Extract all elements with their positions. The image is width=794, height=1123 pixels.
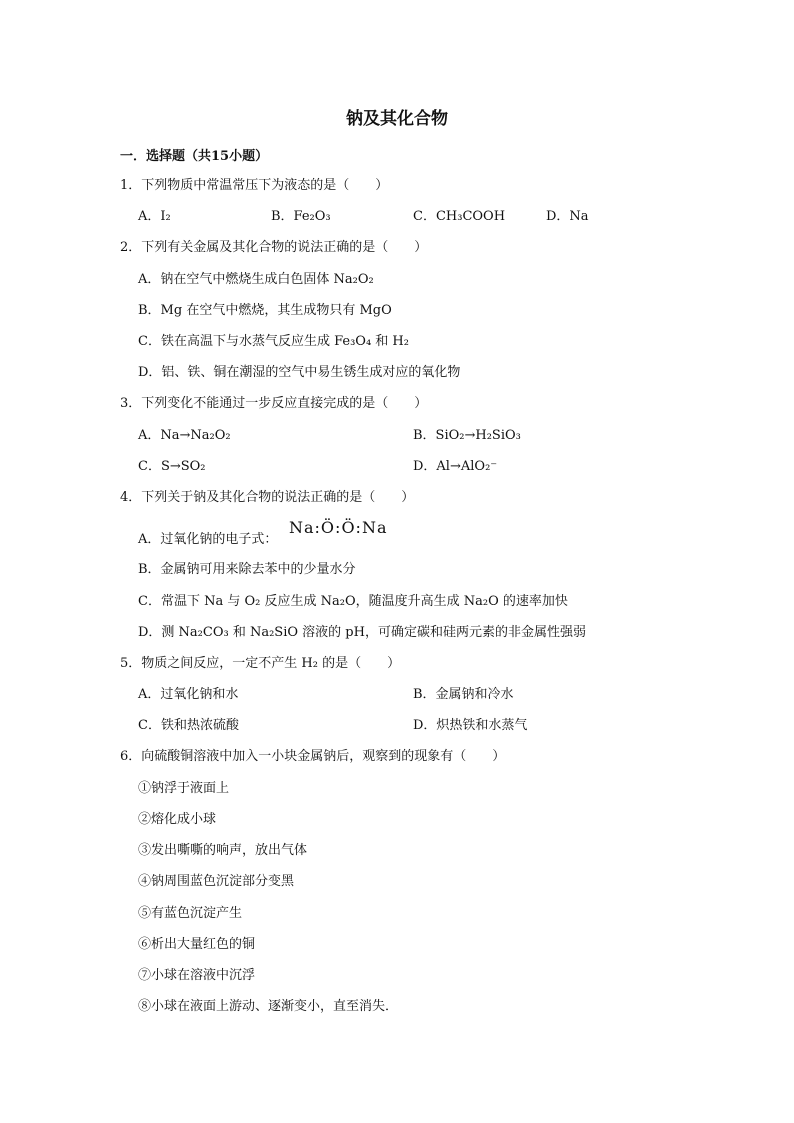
q4-option-b: B．金属钠可用来除去苯中的少量水分 xyxy=(138,562,356,577)
q1-option-d: D．Na xyxy=(546,209,589,224)
q3-option-c: C．S→SO₂ xyxy=(138,459,206,474)
q6-item: ④钠周围蓝色沉淀部分变黑 xyxy=(138,874,295,889)
q6-item: ⑥析出大量红色的铜 xyxy=(138,937,256,952)
q2-option-b: B．Mg 在空气中燃烧，其生成物只有 MgO xyxy=(138,303,392,318)
q2-option-a: A．钠在空气中燃烧生成白色固体 Na₂O₂ xyxy=(138,272,374,287)
q6-item: ⑧小球在液面上游动、逐渐变小，直至消失． xyxy=(138,999,399,1014)
page-title: 钠及其化合物 xyxy=(346,109,448,129)
question-5-stem: 5．物质之间反应，一定不产生 H₂ 的是（ ） xyxy=(120,656,401,671)
q5-option-c: C．铁和热浓硫酸 xyxy=(138,718,239,733)
q1-option-b: B．Fe₂O₃ xyxy=(271,209,331,224)
q2-option-d: D．铝、铁、铜在潮湿的空气中易生锈生成对应的氧化物 xyxy=(138,365,461,380)
q3-option-a: A．Na→Na₂O₂ xyxy=(138,428,231,443)
q4-option-d: D．测 Na₂CO₃ 和 Na₂SiO 溶液的 pH，可确定碳和硅两元素的非金属性强弱 xyxy=(138,625,586,640)
sodium-peroxide-electron-formula: Na:Ö:Ö:Na xyxy=(289,518,388,537)
q6-item: ①钠浮于液面上 xyxy=(138,781,230,796)
q1-option-a: A．I₂ xyxy=(138,209,171,224)
question-4-stem: 4．下列关于钠及其化合物的说法正确的是（ ） xyxy=(120,490,415,505)
q5-option-b: B．金属钠和冷水 xyxy=(413,687,514,702)
question-3-stem: 3．下列变化不能通过一步反应直接完成的是（ ） xyxy=(120,396,428,411)
q6-item: ⑦小球在溶液中沉浮 xyxy=(138,968,256,983)
q3-option-b: B．SiO₂→H₂SiO₃ xyxy=(413,428,521,443)
question-1-stem: 1．下列物质中常温常压下为液态的是（ ） xyxy=(120,178,389,193)
q2-option-c: C．铁在高温下与水蒸气反应生成 Fe₃O₄ 和 H₂ xyxy=(138,334,409,349)
question-2-stem: 2．下列有关金属及其化合物的说法正确的是（ ） xyxy=(120,240,428,255)
q3-option-d: D．Al→AlO₂⁻ xyxy=(413,459,498,474)
q5-option-a: A．过氧化钠和水 xyxy=(138,687,239,702)
question-6-stem: 6．向硫酸铜溶液中加入一小块金属钠后，观察到的现象有（ ） xyxy=(120,749,506,764)
q6-item: ②熔化成小球 xyxy=(138,812,217,827)
q6-item: ⑤有蓝色沉淀产生 xyxy=(138,906,243,921)
q4-option-c: C．常温下 Na 与 O₂ 反应生成 Na₂O，随温度升高生成 Na₂O 的速率加快 xyxy=(138,594,568,609)
q1-option-c: C．CH₃COOH xyxy=(413,209,506,224)
q4-option-a xyxy=(138,531,277,549)
q5-option-d: D．炽热铁和水蒸气 xyxy=(413,718,528,733)
q4-option-a-text: A．过氧化钠的电子式： xyxy=(138,532,278,547)
q6-item: ③发出嘶嘶的响声，放出气体 xyxy=(138,843,308,858)
section-heading: 一．选择题（共15小题） xyxy=(120,149,269,164)
